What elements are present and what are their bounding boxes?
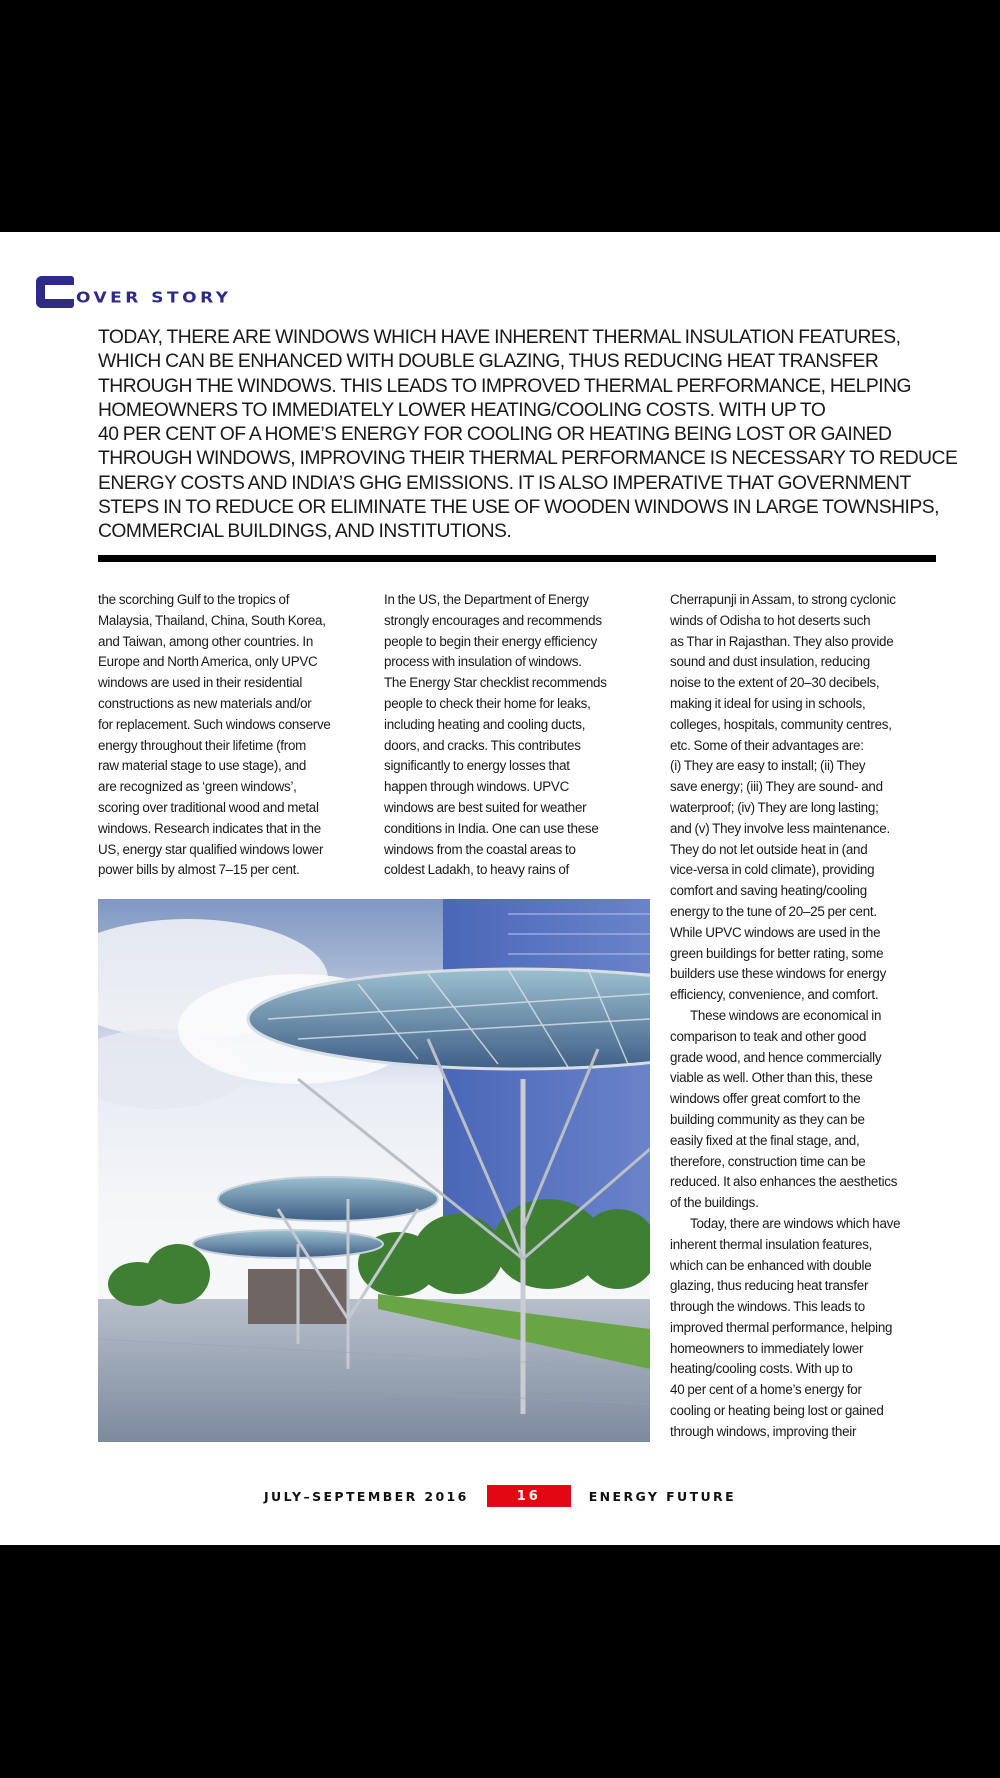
body-line: people to begin their energy efficiency (384, 633, 598, 649)
body-line: 40 per cent of a home’s energy for (670, 1382, 862, 1398)
body-line: and (v) They involve less maintenance. (670, 820, 890, 836)
body-line: In the US, the Department of Energy (384, 592, 589, 607)
body-line: of the buildings. (670, 1195, 759, 1211)
body-line: doors, and cracks. This contributes (384, 737, 581, 753)
body-line: energy to the tune of 20–25 per cent. (670, 903, 877, 919)
body-line: heating/cooling costs. With up to (670, 1361, 853, 1377)
body-line: scoring over traditional wood and metal (98, 799, 319, 815)
body-line: the scorching Gulf to the tropics of (98, 592, 290, 607)
body-line: windows are used in their residential (98, 675, 303, 691)
pullquote-line: HOMEOWNERS TO IMMEDIATELY LOWER HEATING/COOLING COSTS. WITH UP TO (98, 399, 826, 421)
body-line: strongly encourages and recommends (384, 612, 602, 628)
body-line: green buildings for better rating, some (670, 945, 884, 961)
body-line: through the windows. This leads to (670, 1299, 865, 1315)
pullquote-line: ENERGY COSTS AND INDIA’S GHG EMISSIONS. IT IS ALSO IMPERATIVE THAT GOVERNMENT (98, 472, 911, 494)
body-line: happen through windows. UPVC (384, 779, 570, 795)
body-line: waterproof; (iv) They are long lasting; (670, 799, 879, 815)
body-line: US, energy star qualified windows lower (98, 841, 324, 857)
body-line: (i) They are easy to install; (ii) They (670, 758, 866, 774)
body-line: Cherrapunji in Assam, to strong cyclonic (670, 592, 896, 607)
body-line: sound and dust insulation, reducing (670, 654, 870, 670)
page-footer (0, 1484, 1000, 1508)
divider-rule (98, 555, 936, 562)
body-line: homeowners to immediately lower (670, 1340, 864, 1356)
body-line: Malaysia, Thailand, China, South Korea, (98, 612, 326, 628)
body-line: windows from the coastal areas to (384, 841, 576, 857)
body-column-3 (670, 590, 940, 1443)
body-line: comparison to teak and other good (670, 1028, 867, 1044)
body-line: coldest Ladakh, to heavy rains of (384, 862, 570, 878)
pullquote (98, 326, 958, 545)
body-line: significantly to energy losses that (384, 758, 570, 774)
body-line: including heating and cooling ducts, (384, 716, 586, 732)
body-line: cooling or heating being lost or gained (670, 1403, 884, 1419)
issue-date: JULY–SEPTEMBER 2016 (263, 1488, 469, 1504)
body-line: through windows, improving their (670, 1423, 857, 1439)
body-line: reduced. It also enhances the aesthetics (670, 1174, 898, 1190)
body-line: glazing, thus reducing heat transfer (670, 1278, 869, 1294)
pullquote-line: COMMERCIAL BUILDINGS, AND INSTITUTIONS. (98, 521, 512, 543)
body-line: Europe and North America, only UPVC (98, 654, 318, 670)
body-line: energy throughout their lifetime (from (98, 737, 307, 753)
pullquote-line: WHICH CAN BE ENHANCED WITH DOUBLE GLAZING, THUS REDUCING HEAT TRANSFER (98, 351, 879, 373)
body-line: for replacement. Such windows conserve (98, 716, 331, 732)
body-line: winds of Odisha to hot deserts such (670, 612, 871, 628)
page-number: 16 (487, 1485, 571, 1507)
body-line: grade wood, and hence commercially (670, 1049, 882, 1065)
section-initial-c (36, 276, 72, 308)
pullquote-line: 40 PER CENT OF A HOME’S ENERGY FOR COOLING OR HEATING BEING LOST OR GAINED (98, 424, 892, 446)
body-line: as Thar in Rajasthan. They also provide (670, 633, 894, 649)
body-line: builders use these windows for energy (670, 966, 887, 982)
magazine-title: ENERGY FUTURE (588, 1488, 737, 1504)
article-photo (98, 899, 650, 1442)
body-line: power bills by almost 7–15 per cent. (98, 862, 300, 878)
body-line: and Taiwan, among other countries. In (98, 633, 314, 649)
body-line: windows offer great comfort to the (670, 1091, 861, 1107)
body-column-1 (98, 590, 368, 881)
body-line: These windows are economical in (690, 1007, 882, 1023)
pullquote-line: TODAY, THERE ARE WINDOWS WHICH HAVE INHERENT THERMAL INSULATION FEATURES, (98, 327, 901, 348)
body-line: etc. Some of their advantages are: (670, 737, 864, 753)
body-line: windows. Research indicates that in the (98, 820, 321, 836)
body-line: vice-versa in cold climate), providing (670, 862, 875, 878)
body-line: noise to the extent of 20–30 decibels, (670, 675, 880, 691)
pullquote-line: THROUGH WINDOWS, IMPROVING THEIR THERMAL PERFORMANCE IS NECESSARY TO REDUCE (98, 448, 958, 470)
body-line: constructions as new materials and/or (98, 695, 312, 711)
body-line: raw material stage to use stage), and (98, 758, 307, 774)
body-line: viable as well. Other than this, these (670, 1070, 873, 1086)
body-line: While UPVC windows are used in the (670, 924, 881, 940)
solar-canopy-illustration (98, 899, 650, 1442)
pullquote-line: THROUGH THE WINDOWS. THIS LEADS TO IMPROVED THERMAL PERFORMANCE, HELPING (98, 375, 911, 397)
body-line: therefore, construction time can be (670, 1153, 866, 1169)
body-line: which can be enhanced with double (670, 1257, 872, 1273)
body-line: They do not let outside heat in (and (670, 841, 868, 857)
pullquote-line: STEPS IN TO REDUCE OR ELIMINATE THE USE OF WOODEN WINDOWS IN LARGE TOWNSHIPS, (98, 497, 939, 519)
body-line: conditions in India. One can use these (384, 820, 599, 836)
body-column-2 (384, 590, 654, 881)
section-label-text: OVER STORY (76, 289, 232, 308)
body-line: save energy; (iii) They are sound- and (670, 779, 883, 795)
body-line: inherent thermal insulation features, (670, 1236, 873, 1252)
body-line: are recognized as ‘green windows’, (98, 779, 297, 795)
body-line: process with insulation of windows. (384, 654, 582, 670)
magazine-page (0, 232, 1000, 1545)
body-line: The Energy Star checklist recommends (384, 675, 607, 691)
body-line: efficiency, convenience, and comfort. (670, 987, 879, 1003)
section-label (36, 268, 232, 308)
body-line: colleges, hospitals, community centres, (670, 716, 892, 732)
body-line: windows are best suited for weather (384, 799, 587, 815)
body-line: easily fixed at the final stage, and, (670, 1132, 860, 1148)
body-line: comfort and saving heating/cooling (670, 883, 867, 899)
body-line: people to check their home for leaks, (384, 695, 591, 711)
body-line: making it ideal for using in schools, (670, 695, 866, 711)
body-line: Today, there are windows which have (690, 1215, 901, 1231)
body-line: improved thermal performance, helping (670, 1319, 893, 1335)
body-line: building community as they can be (670, 1111, 865, 1127)
